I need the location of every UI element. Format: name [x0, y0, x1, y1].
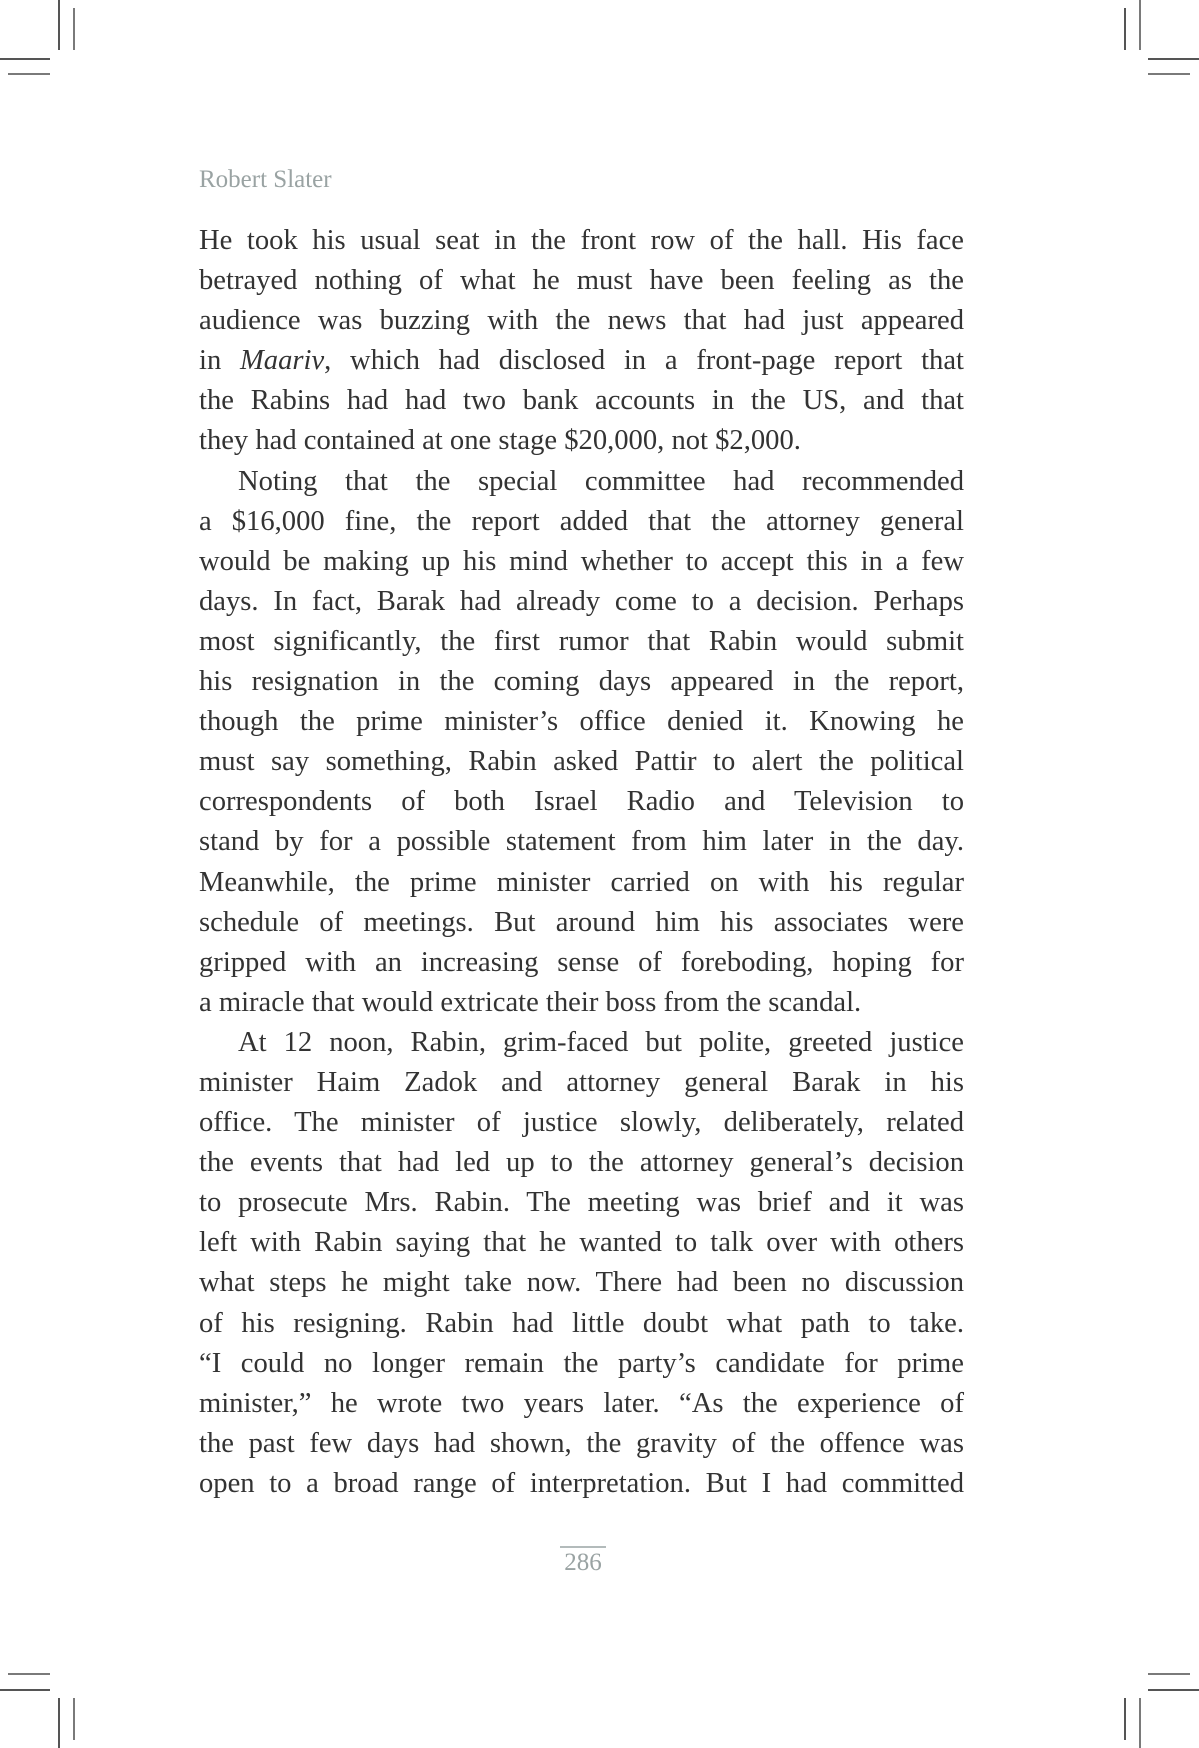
crop-mark-bottom-left-vertical-inner	[73, 1698, 75, 1740]
italic-title: Maariv	[239, 345, 325, 377]
crop-mark-top-right-vertical-inner	[1124, 8, 1126, 50]
text-line: what steps he might take now. There had been no discussion	[199, 1267, 964, 1299]
text-line: the past few days had shown, the gravity of the offence was	[199, 1427, 964, 1459]
text-line: a miracle that would extricate their boss from the scandal.	[199, 986, 862, 1018]
text-line: audience was buzzing with the news that had just appeared	[199, 305, 964, 337]
crop-mark-bottom-left-horizontal-outer	[0, 1689, 50, 1691]
crop-mark-bottom-right-horizontal-outer	[1148, 1689, 1199, 1691]
text-line: open to a broad range of interpretation. But I had committed	[199, 1467, 964, 1499]
text-line: stand by for a possible statement from him later in the day.	[199, 826, 964, 858]
paragraph	[199, 462, 964, 1023]
body-text	[199, 221, 964, 1504]
crop-mark-bottom-left-horizontal-inner	[8, 1673, 50, 1675]
text-line: must say something, Rabin asked Pattir to alert the political	[199, 746, 964, 778]
crop-mark-top-right-vertical-outer	[1139, 0, 1141, 50]
text-line: his resignation in the coming days appeared in the report,	[199, 666, 964, 698]
text-line: the events that had led up to the attorney general’s decision	[199, 1147, 964, 1179]
text-line: schedule of meetings. But around him his associates were	[199, 906, 964, 938]
text-line: days. In fact, Barak had already come to a decision. Perhaps	[199, 585, 964, 617]
text-line: a $16,000 fine, the report added that the attorney general	[199, 505, 964, 537]
crop-mark-bottom-right-horizontal-inner	[1148, 1673, 1190, 1675]
page-number: 286	[560, 1546, 606, 1577]
text-line: Noting that the special committee had recommended	[238, 465, 964, 497]
text-line: though the prime minister’s office denied it. Knowing he	[199, 706, 964, 738]
text-line: would be making up his mind whether to accept this in a few	[199, 545, 964, 577]
text-line: they had contained at one stage $20,000, not $2,000.	[199, 425, 801, 457]
text-line: Meanwhile, the prime minister carried on with his regular	[199, 866, 964, 898]
crop-mark-top-right-horizontal-outer	[1148, 58, 1199, 60]
text-line: minister Haim Zadok and attorney general Barak in his	[199, 1066, 964, 1098]
text-line: betrayed nothing of what he must have been feeling as the	[199, 265, 964, 297]
text-line: to prosecute Mrs. Rabin. The meeting was brief and it was	[199, 1187, 964, 1219]
crop-mark-top-right-horizontal-inner	[1148, 73, 1190, 75]
crop-mark-top-left-horizontal-inner	[8, 73, 50, 75]
crop-mark-bottom-right-vertical-inner	[1124, 1698, 1126, 1740]
crop-mark-bottom-right-vertical-outer	[1139, 1698, 1141, 1748]
crop-mark-top-left-vertical-outer	[58, 0, 60, 50]
text-line: minister,” he wrote two years later. “As the experience of	[199, 1387, 964, 1419]
paragraph	[199, 1023, 964, 1504]
running-head-author: Robert Slater	[199, 166, 332, 193]
text-line: of his resigning. Rabin had little doubt what path to take.	[199, 1307, 964, 1339]
text-line: He took his usual seat in the front row of the hall. His face	[199, 225, 964, 256]
text-line: most significantly, the first rumor that Rabin would submit	[199, 625, 964, 657]
text-line: At 12 noon, Rabin, grim-faced but polite, greeted justice	[238, 1026, 964, 1058]
paragraph	[199, 221, 964, 462]
text-line: gripped with an increasing sense of foreboding, hoping for	[199, 946, 964, 978]
text-line: “I could no longer remain the party’s candidate for prime	[199, 1347, 964, 1379]
text-line: office. The minister of justice slowly, deliberately, related	[199, 1107, 964, 1139]
text-line: the Rabins had had two bank accounts in the US, and that	[199, 385, 964, 417]
crop-mark-top-left-horizontal-outer	[0, 58, 50, 60]
text-line: in Maariv, which had disclosed in a front-page report that	[199, 345, 964, 377]
text-line: left with Rabin saying that he wanted to talk over with others	[199, 1227, 964, 1259]
text-line: correspondents of both Israel Radio and Television to	[199, 786, 964, 818]
crop-mark-top-left-vertical-inner	[73, 8, 75, 50]
crop-mark-bottom-left-vertical-outer	[58, 1698, 60, 1748]
